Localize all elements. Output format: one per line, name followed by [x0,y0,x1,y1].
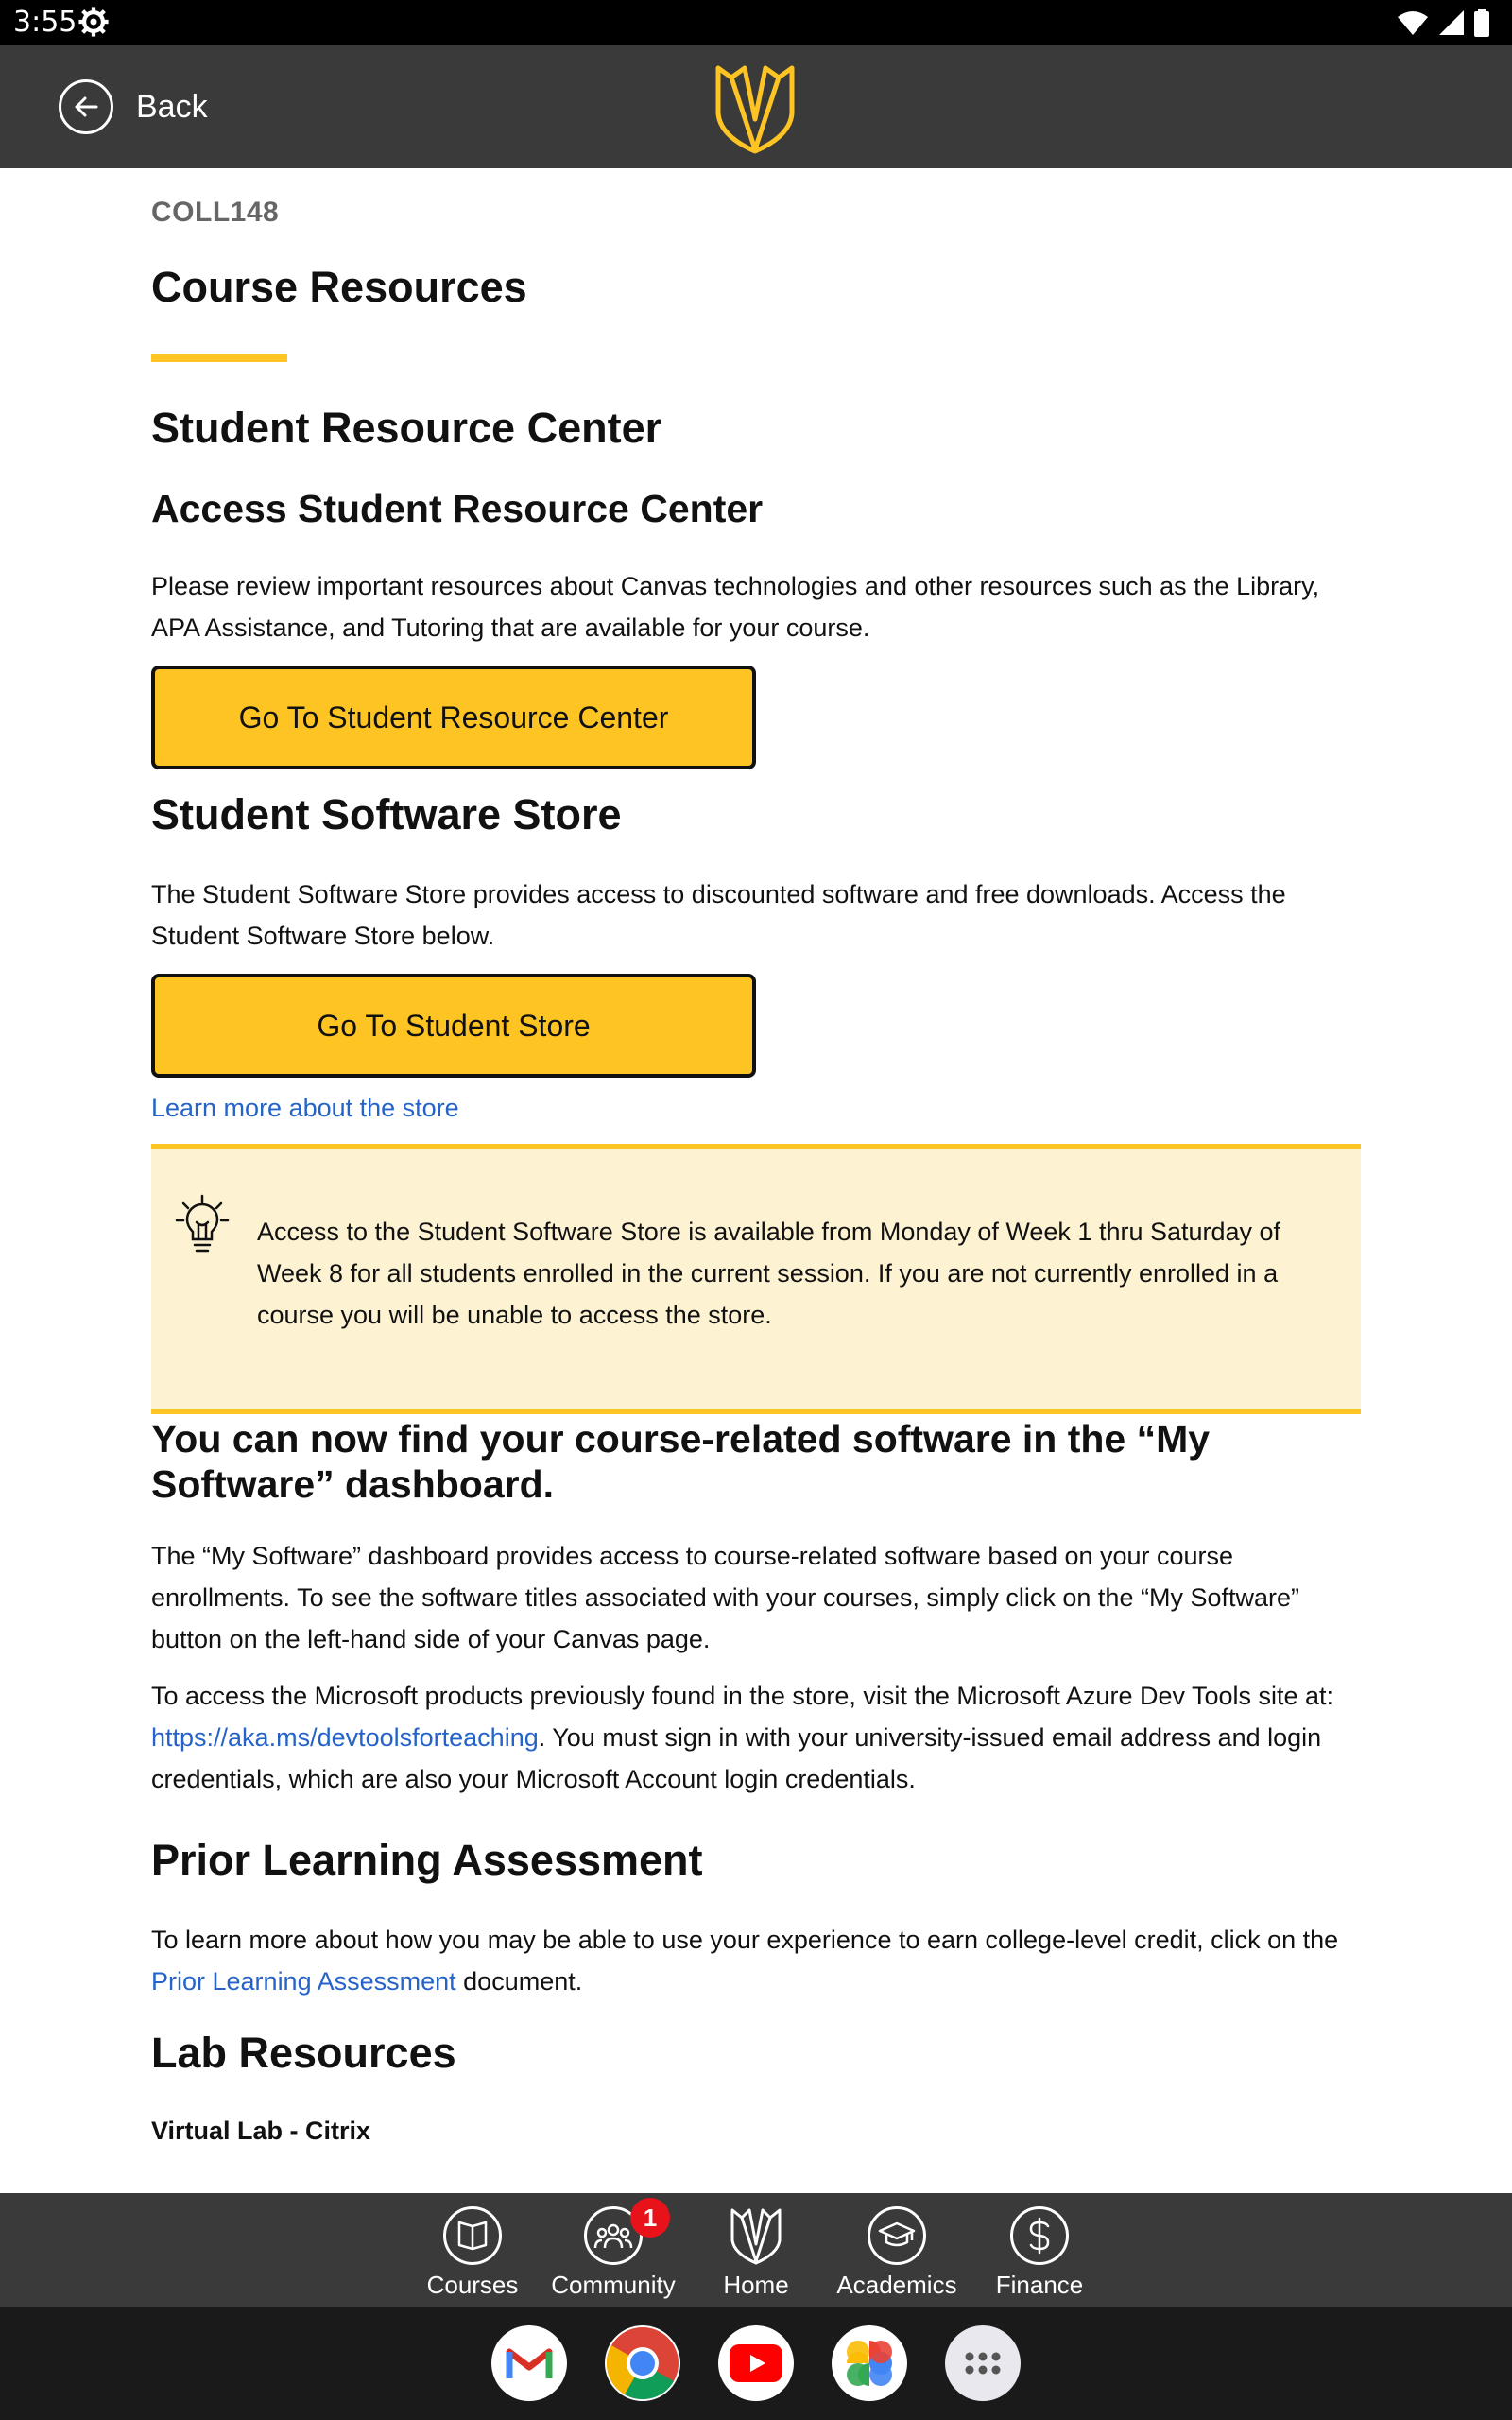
gear-icon [77,6,110,38]
software-store-text: The Student Software Store provides access to discounted software and free downloads. Access the Student Software Store below. [151,880,1286,950]
app-drawer-icon[interactable] [945,2325,1021,2401]
devtools-link[interactable]: https://aka.ms/devtoolsforteaching [151,1723,539,1752]
system-icons [1397,9,1489,37]
page-content[interactable] [151,168,1361,2193]
tab-home[interactable] [709,2206,803,2300]
graduation-cap-icon [868,2206,926,2265]
people-icon [584,2203,658,2265]
lightbulb-icon [174,1194,231,1256]
prior-learning-text [151,1919,1361,2002]
microsoft-text [151,1675,1361,1800]
battery-icon [1474,9,1489,37]
tab-community-label: Community [551,2271,676,2299]
tab-finance[interactable] [992,2206,1087,2300]
tab-academics-label: Academics [836,2271,957,2299]
store-availability-callout [151,1144,1361,1414]
wifi-icon [1397,9,1429,36]
course-code: COLL148 [151,197,280,228]
bottom-tab-bar [0,2193,1512,2307]
app-dock [0,2307,1512,2420]
youtube-icon[interactable] [718,2325,794,2401]
title-underline [151,354,287,362]
section-heading-lab-resources: Lab Resources [151,2029,456,2077]
back-label: Back [136,88,208,125]
gmail-icon[interactable] [491,2325,567,2401]
tab-academics[interactable] [828,2206,966,2300]
go-to-student-store-button[interactable]: Go To Student Store [151,974,756,1078]
back-button[interactable] [59,79,208,134]
arrow-left-icon [59,79,113,134]
tab-courses[interactable] [425,2206,520,2300]
page-title: Course Resources [151,263,527,311]
microsoft-text-part-2: . You must sign in with your university-issued email address and login credentials, which are also your Microsoft Account login credentials. [151,1723,1322,1793]
tab-home-label: Home [723,2271,789,2299]
section-heading-software-store: Student Software Store [151,790,622,838]
lab-subheading-citrix: Virtual Lab - Citrix [151,2117,371,2145]
prior-learning-link[interactable]: Prior Learning Assessment [151,1967,456,1996]
photos-icon[interactable] [832,2325,907,2401]
status-time: 3:55 [13,6,77,39]
go-to-resource-center-button[interactable]: Go To Student Resource Center [151,666,756,769]
home-logo-icon [727,2206,785,2265]
status-bar [0,0,1512,45]
tab-courses-label: Courses [426,2271,519,2299]
prior-learning-text-part-1: To learn more about how you may be able to use your experience to earn college-level credit, click on the [151,1926,1339,1954]
my-software-text: The “My Software” dashboard provides access to course-related software based on your course enrollments. To see the software titles associated with your courses, simply click on the “My Software” button on the left-hand side of your Canvas page. [151,1542,1299,1653]
dollar-icon [1010,2206,1069,2265]
notification-badge: 1 [630,2198,670,2238]
learn-more-store-link[interactable]: Learn more about the store [151,1094,459,1122]
section-heading-prior-learning: Prior Learning Assessment [151,1836,703,1884]
resource-center-text: Please review important resources about Canvas technologies and other resources such as the Library, APA Assistance, and Tutoring that are available for your course. [151,572,1320,642]
microsoft-text-part-1: To access the Microsoft products previously found in the store, visit the Microsoft Azure Dev Tools site at: [151,1682,1334,1710]
section-heading-resource-center: Student Resource Center [151,404,662,452]
section-heading-my-software: You can now find your course-related software in the “My Software” dashboard. [151,1417,1211,1506]
app-header [0,45,1512,168]
book-icon [443,2206,502,2265]
subheading-access-resource-center: Access Student Resource Center [151,487,764,530]
prior-learning-text-part-2: document. [455,1967,583,1996]
tab-community[interactable] [544,2203,682,2300]
university-logo[interactable] [713,62,798,157]
callout-text: Access to the Student Software Store is available from Monday of Week 1 thru Saturday of Week 8 for all students enrolled in the current session. If you are not currently enrolled in a course you will be unable to access the store. [257,1218,1281,1329]
chrome-icon[interactable] [605,2325,680,2401]
signal-icon [1438,9,1465,36]
tab-finance-label: Finance [995,2271,1084,2299]
